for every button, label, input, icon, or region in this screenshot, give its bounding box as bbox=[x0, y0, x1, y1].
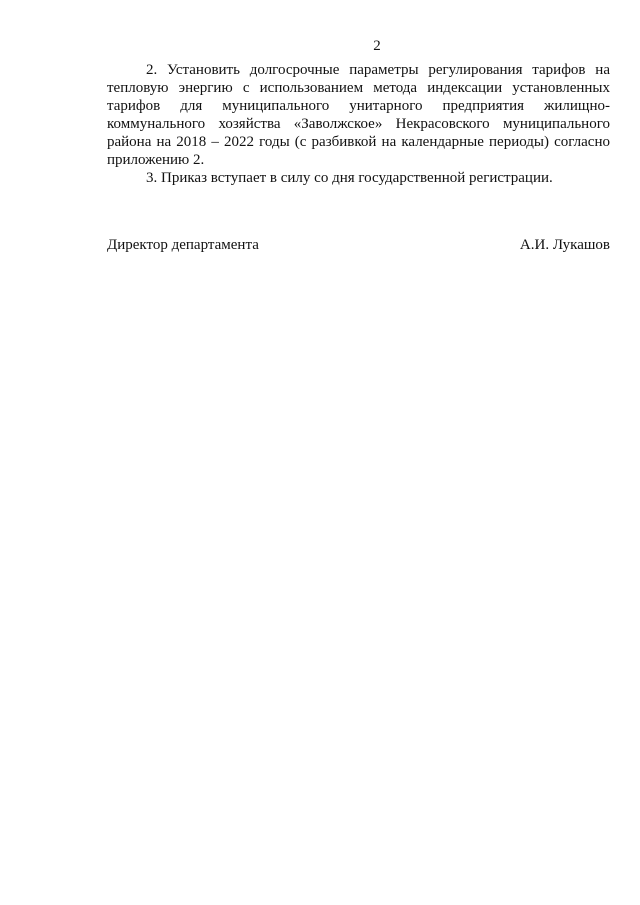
paragraph-effective-date: 3. Приказ вступает в силу со дня государственной регистрации. bbox=[146, 170, 553, 186]
page-number: 2 bbox=[373, 38, 381, 54]
signatory-position: Директор департамента bbox=[107, 237, 259, 253]
document-body bbox=[107, 61, 610, 187]
signature-block bbox=[107, 236, 610, 254]
paragraph-tariff-parameters: 2. Установить долгосрочные параметры регулирования тарифов на тепловую энергию с использованием метода индексации установленных тарифов для муниципального унитарного предприятия жилищно-коммунального хозяйства «Заволжское» Некрасовского муниципального района на 2018 – 2022 годы (с разбивкой на календарные периоды) согласно приложению 2. bbox=[107, 62, 610, 168]
signatory-name: А.И. Лукашов bbox=[519, 237, 610, 253]
